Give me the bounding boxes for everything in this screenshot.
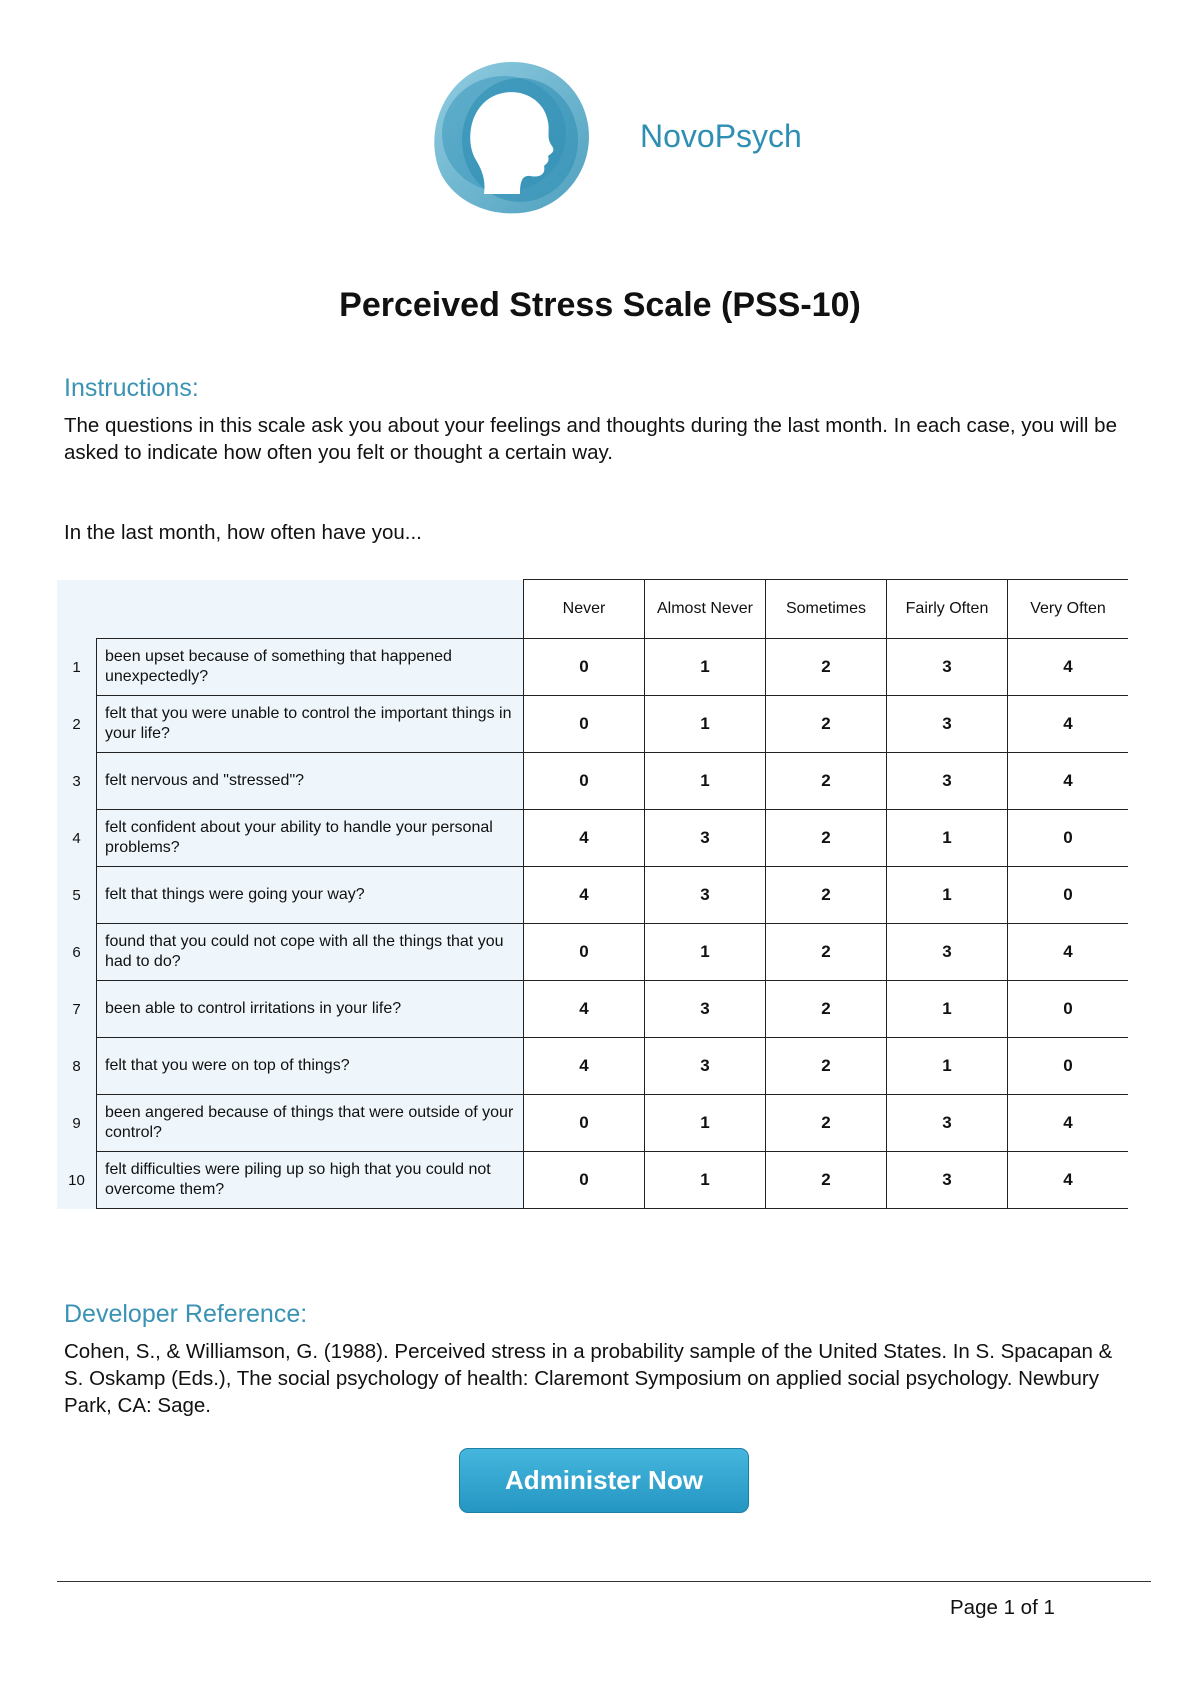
score-cell[interactable]: 3: [887, 639, 1008, 696]
item-text: felt that things were going your way?: [97, 867, 524, 924]
question-prompt: In the last month, how often have you...: [64, 521, 422, 544]
column-header: Almost Never: [645, 580, 766, 639]
score-cell[interactable]: 1: [887, 981, 1008, 1038]
score-cell[interactable]: 3: [887, 753, 1008, 810]
page-title: Perceived Stress Scale (PSS-10): [339, 286, 861, 324]
score-cell[interactable]: 3: [645, 981, 766, 1038]
score-cell[interactable]: 1: [887, 867, 1008, 924]
score-cell[interactable]: 1: [645, 924, 766, 981]
item-number: 5: [57, 867, 97, 924]
table-row: [57, 1038, 1128, 1095]
score-cell[interactable]: 3: [887, 924, 1008, 981]
score-cell[interactable]: 2: [766, 810, 887, 867]
pss-table: [57, 579, 1128, 1209]
score-cell[interactable]: 1: [645, 1095, 766, 1152]
item-number: 9: [57, 1095, 97, 1152]
score-cell[interactable]: 1: [645, 753, 766, 810]
page-number: Page 1 of 1: [950, 1596, 1055, 1619]
item-number: 2: [57, 696, 97, 753]
header-blank: [57, 580, 524, 639]
score-cell[interactable]: 1: [887, 1038, 1008, 1095]
table-row: [57, 810, 1128, 867]
table-row: [57, 753, 1128, 810]
instructions-text: The questions in this scale ask you about your feelings and thoughts during the last month. In each case, you will be asked to indicate how often you felt or thought a certain way.: [64, 414, 1117, 464]
score-cell[interactable]: 1: [645, 1152, 766, 1209]
item-text: felt difficulties were piling up so high that you could not overcome them?: [97, 1152, 524, 1209]
score-cell[interactable]: 2: [766, 696, 887, 753]
column-header: Very Often: [1008, 580, 1129, 639]
table-header-row: [57, 580, 1128, 639]
footer-divider: [57, 1581, 1151, 1582]
score-cell[interactable]: 0: [524, 696, 645, 753]
table-row: [57, 639, 1128, 696]
score-cell[interactable]: 0: [1008, 810, 1129, 867]
score-cell[interactable]: 2: [766, 639, 887, 696]
score-cell[interactable]: 4: [1008, 639, 1129, 696]
score-cell[interactable]: 3: [645, 1038, 766, 1095]
item-text: been angered because of things that were outside of your control?: [97, 1095, 524, 1152]
novopsych-logo: [432, 58, 592, 216]
score-cell[interactable]: 2: [766, 1152, 887, 1209]
item-number: 8: [57, 1038, 97, 1095]
score-cell[interactable]: 4: [524, 810, 645, 867]
item-number: 3: [57, 753, 97, 810]
score-cell[interactable]: 0: [524, 1152, 645, 1209]
score-cell[interactable]: 0: [524, 1095, 645, 1152]
score-cell[interactable]: 4: [1008, 1095, 1129, 1152]
score-cell[interactable]: 2: [766, 981, 887, 1038]
table-row: [57, 1152, 1128, 1209]
item-text: been able to control irritations in your life?: [97, 981, 524, 1038]
score-cell[interactable]: 3: [887, 1152, 1008, 1209]
score-cell[interactable]: 4: [524, 1038, 645, 1095]
table-row: [57, 696, 1128, 753]
score-cell[interactable]: 2: [766, 1038, 887, 1095]
table-row: [57, 1095, 1128, 1152]
table-row: [57, 867, 1128, 924]
score-cell[interactable]: 3: [645, 867, 766, 924]
column-header: Fairly Often: [887, 580, 1008, 639]
score-cell[interactable]: 3: [887, 696, 1008, 753]
score-cell[interactable]: 0: [524, 639, 645, 696]
score-cell[interactable]: 0: [1008, 981, 1129, 1038]
item-number: 1: [57, 639, 97, 696]
reference-heading: Developer Reference:: [64, 1300, 308, 1328]
item-text: felt nervous and "stressed"?: [97, 753, 524, 810]
column-header: Sometimes: [766, 580, 887, 639]
score-cell[interactable]: 2: [766, 867, 887, 924]
item-text: been upset because of something that happened unexpectedly?: [97, 639, 524, 696]
table-row: [57, 924, 1128, 981]
item-number: 10: [57, 1152, 97, 1209]
score-cell[interactable]: 2: [766, 1095, 887, 1152]
score-cell[interactable]: 4: [524, 867, 645, 924]
score-cell[interactable]: 2: [766, 924, 887, 981]
head-profile-ring-icon: [432, 58, 592, 216]
score-cell[interactable]: 1: [887, 810, 1008, 867]
score-cell[interactable]: 4: [1008, 696, 1129, 753]
score-cell[interactable]: 4: [1008, 753, 1129, 810]
item-number: 4: [57, 810, 97, 867]
score-cell[interactable]: 0: [1008, 867, 1129, 924]
administer-now-button[interactable]: Administer Now: [459, 1448, 749, 1513]
item-text: felt confident about your ability to handle your personal problems?: [97, 810, 524, 867]
item-text: found that you could not cope with all the things that you had to do?: [97, 924, 524, 981]
table-row: [57, 981, 1128, 1038]
brand-name: NovoPsych: [640, 118, 802, 154]
score-cell[interactable]: 0: [1008, 1038, 1129, 1095]
score-cell[interactable]: 3: [887, 1095, 1008, 1152]
score-cell[interactable]: 2: [766, 753, 887, 810]
item-text: felt that you were unable to control the important things in your life?: [97, 696, 524, 753]
score-cell[interactable]: 1: [645, 696, 766, 753]
score-cell[interactable]: 4: [524, 981, 645, 1038]
item-number: 6: [57, 924, 97, 981]
reference-text: Cohen, S., & Williamson, G. (1988). Perceived stress in a probability sample of the United States. In S. Spacapan & S. Oskamp (Eds.), The social psychology of health: Claremont Symposium on applied social psychology. Newbury Park, CA: Sage.: [64, 1340, 1113, 1417]
item-text: felt that you were on top of things?: [97, 1038, 524, 1095]
instructions-heading: Instructions:: [64, 374, 199, 402]
item-number: 7: [57, 981, 97, 1038]
score-cell[interactable]: 0: [524, 753, 645, 810]
score-cell[interactable]: 1: [645, 639, 766, 696]
score-cell[interactable]: 3: [645, 810, 766, 867]
score-cell[interactable]: 0: [524, 924, 645, 981]
column-header: Never: [524, 580, 645, 639]
score-cell[interactable]: 4: [1008, 1152, 1129, 1209]
score-cell[interactable]: 4: [1008, 924, 1129, 981]
